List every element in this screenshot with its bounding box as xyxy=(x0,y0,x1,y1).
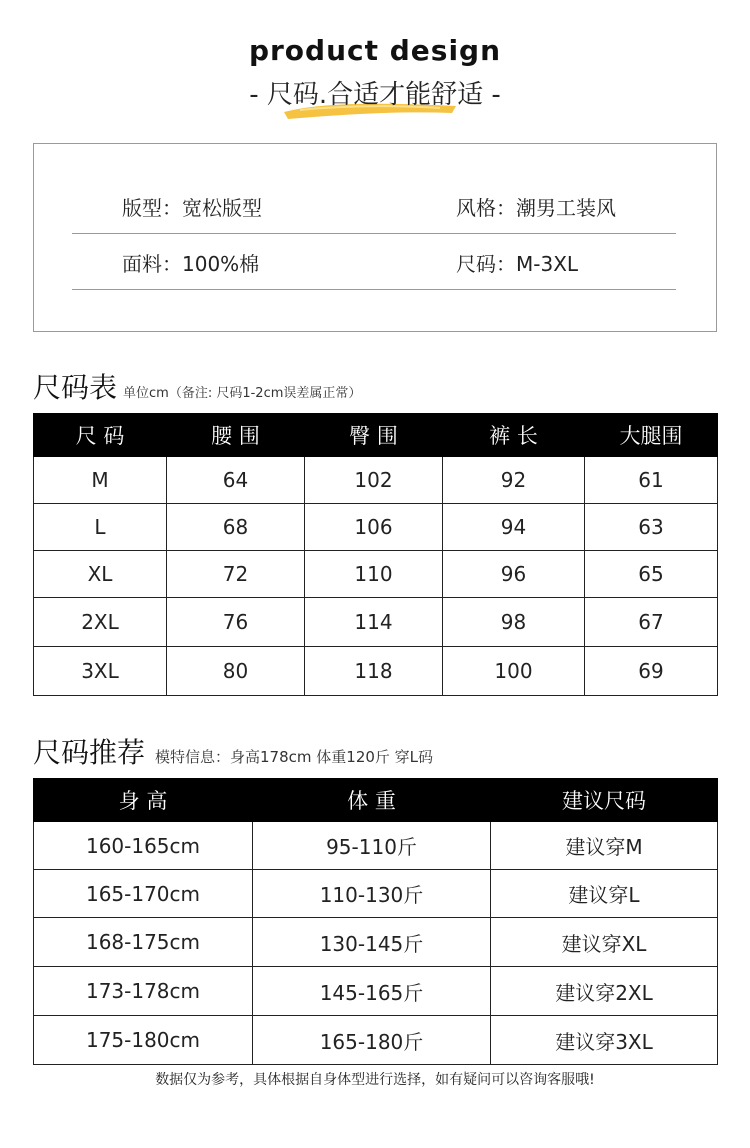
table-cell: 92 xyxy=(443,457,585,504)
table-cell: M xyxy=(34,457,167,504)
header-length: 裤 长 xyxy=(443,414,585,457)
recommend-table-title: 尺码推荐 xyxy=(33,736,146,769)
table-row xyxy=(34,1016,718,1065)
table-cell: 130-145斤 xyxy=(253,918,491,967)
table-cell: 145-165斤 xyxy=(253,967,491,1016)
header-height: 身 高 xyxy=(34,779,253,822)
model-info-note: 模特信息：身高178cm 体重120斤 穿L码 xyxy=(155,748,434,766)
fit-info: 版型：宽松版型 xyxy=(122,196,262,220)
header-waist: 腰 围 xyxy=(167,414,305,457)
table-row xyxy=(34,967,718,1016)
table-cell: 165-170cm xyxy=(34,870,253,918)
size-range-info: 尺码：M-3XL xyxy=(456,252,579,276)
table-cell: 61 xyxy=(585,457,718,504)
table-cell: 64 xyxy=(167,457,305,504)
table-row xyxy=(34,504,718,551)
table-cell: 建议穿XL xyxy=(491,918,718,967)
table-row xyxy=(34,551,718,598)
size-table-note: 单位cm（备注: 尺码1-2cm误差属正常） xyxy=(123,386,362,401)
size-recommend-table xyxy=(33,778,718,1065)
header-hip: 臀 围 xyxy=(305,414,443,457)
table-cell: 建议穿2XL xyxy=(491,967,718,1016)
table-row xyxy=(34,870,718,918)
header-size: 尺 码 xyxy=(34,414,167,457)
info-row xyxy=(72,178,676,234)
table-cell: 100 xyxy=(443,647,585,696)
table-cell: 102 xyxy=(305,457,443,504)
table-header-row xyxy=(34,414,718,457)
table-cell: 98 xyxy=(443,598,585,647)
table-cell: 建议穿M xyxy=(491,822,718,870)
disclaimer-note: 数据仅为参考，具体根据自身体型进行选择，如有疑问可以咨询客服哦! xyxy=(155,1072,595,1088)
table-row xyxy=(34,598,718,647)
table-cell: 173-178cm xyxy=(34,967,253,1016)
table-cell: 96 xyxy=(443,551,585,598)
page-subtitle: - 尺码.合适才能舒适 - xyxy=(249,80,501,110)
table-cell: 67 xyxy=(585,598,718,647)
fabric-info: 面料：100%棉 xyxy=(122,252,260,276)
table-cell: 63 xyxy=(585,504,718,551)
size-table-title: 尺码表 xyxy=(33,371,118,404)
table-row xyxy=(34,822,718,870)
header-thigh: 大腿围 xyxy=(585,414,718,457)
table-cell: 95-110斤 xyxy=(253,822,491,870)
table-cell: 106 xyxy=(305,504,443,551)
product-info-box xyxy=(33,143,717,332)
table-cell: 168-175cm xyxy=(34,918,253,967)
table-cell: 175-180cm xyxy=(34,1016,253,1065)
table-cell: 80 xyxy=(167,647,305,696)
header-weight: 体 重 xyxy=(253,779,491,822)
info-row xyxy=(72,234,676,290)
table-cell: XL xyxy=(34,551,167,598)
table-cell: 165-180斤 xyxy=(253,1016,491,1065)
style-info: 风格：潮男工装风 xyxy=(456,196,616,220)
size-table xyxy=(33,413,718,696)
recommend-table-heading xyxy=(33,731,433,771)
table-cell: 68 xyxy=(167,504,305,551)
page-title: product design xyxy=(248,34,502,67)
table-cell: 65 xyxy=(585,551,718,598)
table-cell: 76 xyxy=(167,598,305,647)
table-cell: 3XL xyxy=(34,647,167,696)
table-cell: 72 xyxy=(167,551,305,598)
header xyxy=(0,0,750,130)
table-row xyxy=(34,457,718,504)
table-cell: 建议穿3XL xyxy=(491,1016,718,1065)
table-row xyxy=(34,647,718,696)
header-suggested-size: 建议尺码 xyxy=(491,779,718,822)
table-cell: 69 xyxy=(585,647,718,696)
table-cell: 160-165cm xyxy=(34,822,253,870)
table-cell: 110 xyxy=(305,551,443,598)
table-cell: 114 xyxy=(305,598,443,647)
table-cell: 110-130斤 xyxy=(253,870,491,918)
table-row xyxy=(34,918,718,967)
table-cell: 2XL xyxy=(34,598,167,647)
table-cell: L xyxy=(34,504,167,551)
table-cell: 建议穿L xyxy=(491,870,718,918)
size-table-heading xyxy=(33,366,361,406)
table-cell: 94 xyxy=(443,504,585,551)
table-header-row xyxy=(34,779,718,822)
table-cell: 118 xyxy=(305,647,443,696)
